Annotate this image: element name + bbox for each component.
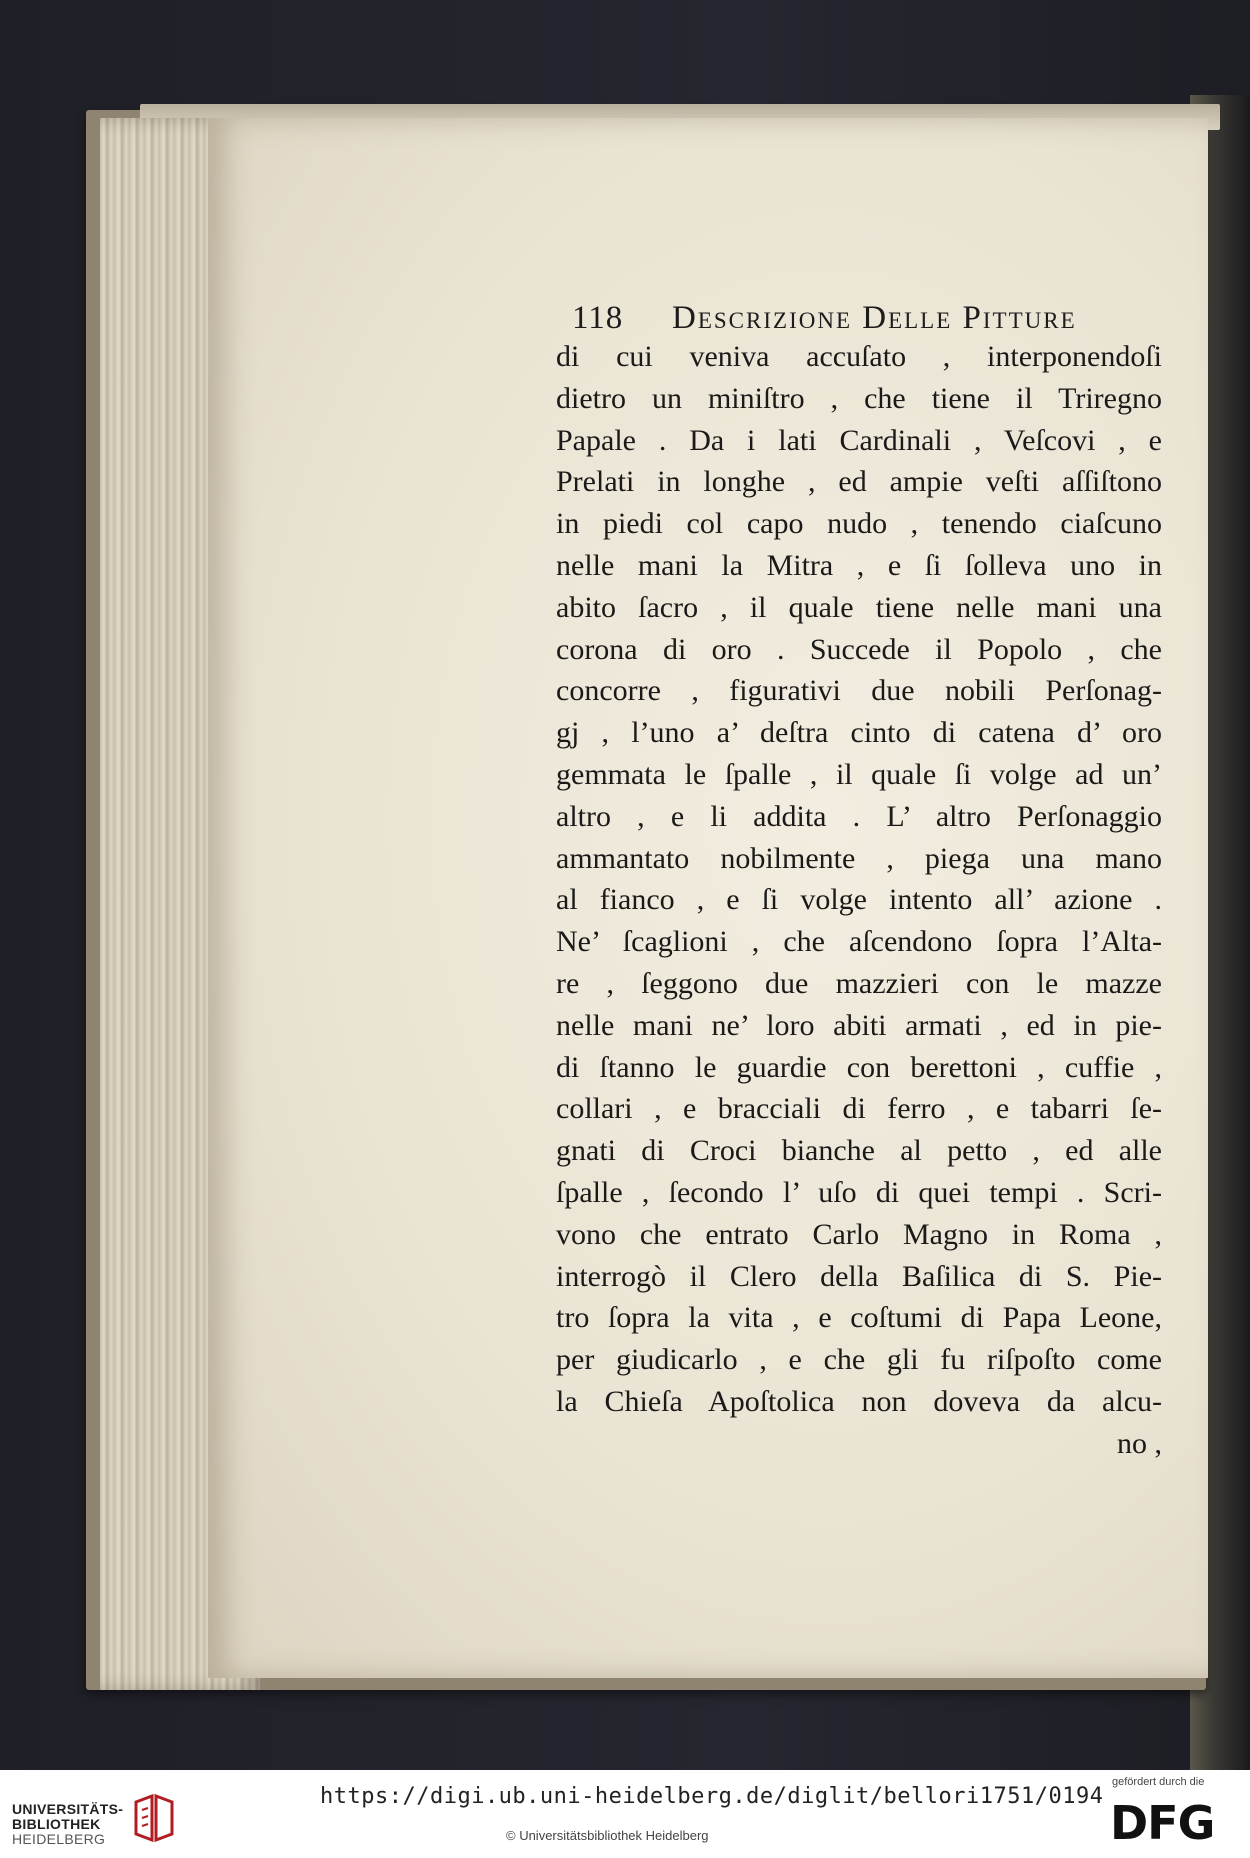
text-line: altro , e li addita . L’ altro Perſonaggio — [556, 799, 1162, 833]
text-line: interrogò il Clero della Baſilica di S. Pie- — [556, 1259, 1162, 1293]
text-line: di cui veniva accuſato , interponendoſi — [556, 340, 1162, 373]
catchword: no , — [1117, 1426, 1162, 1460]
text-line: in piedi col capo nudo , tenendo ciaſcuno — [556, 507, 1162, 541]
text-line: concorre , figurativi due nobili Perſonag- — [556, 674, 1162, 708]
page-header — [572, 300, 1162, 340]
dfg-funding-logo[interactable] — [1106, 1776, 1242, 1854]
page-number: 118 — [572, 300, 624, 336]
text-line: per giudicarlo , e che gli fu riſpoſto come — [556, 1343, 1162, 1377]
text-line: corona di oro . Succede il Popolo , che — [556, 632, 1162, 666]
copyright-notice: © Universitätsbibliothek Heidelberg — [506, 1828, 709, 1843]
text-line: ammantato nobilmente , piega una mano — [556, 841, 1162, 875]
body-text — [556, 336, 1162, 1465]
text-line: re , ſeggono due mazzieri con le mazze — [556, 966, 1162, 1000]
library-name-line3: HEIDELBERG — [12, 1831, 106, 1847]
text-line: gj , l’uno a’ deſtra cinto di catena d’ oro — [556, 716, 1162, 750]
running-title: Descrizione Delle Pitture — [672, 300, 1077, 336]
text-line: al fianco , e ſi volge intento all’ azione . — [556, 883, 1162, 917]
text-line: nelle mani la Mitra , e ſi ſolleva uno in — [556, 548, 1162, 582]
library-name-line2: BIBLIOTHEK — [12, 1816, 101, 1832]
text-line: abito ſacro , il quale tiene nelle mani una — [556, 590, 1162, 624]
funding-caption: gefördert durch die — [1112, 1776, 1205, 1788]
permalink-url[interactable]: https://digi.ub.uni-heidelberg.de/diglit/bellori1751/0194 — [320, 1784, 1104, 1809]
text-line: dietro un miniſtro , che tiene il Triregno — [556, 381, 1162, 415]
text-line: tro ſopra la vita , e coſtumi di Papa Leone, — [556, 1301, 1162, 1335]
text-line: collari , e bracciali di ferro , e tabarri ſe- — [556, 1092, 1162, 1126]
text-line: Papale . Da i lati Cardinali , Veſcovi , e — [556, 423, 1162, 457]
library-logo[interactable] — [12, 1784, 182, 1847]
text-line: gnati di Croci bianche al petto , ed alle — [556, 1134, 1162, 1168]
text-line: Prelati in longhe , ed ampie veſti aſſiſtono — [556, 465, 1162, 499]
library-name — [12, 1802, 123, 1847]
text-line: di ſtanno le guardie con berettoni , cuffie , — [556, 1050, 1162, 1084]
text-line: nelle mani ne’ loro abiti armati , ed in pie- — [556, 1008, 1162, 1042]
library-emblem-icon — [130, 1792, 178, 1844]
text-line: ſpalle , ſecondo l’ uſo di quei tempi . Scri- — [556, 1175, 1162, 1209]
text-line: Ne’ ſcaglioni , che aſcendono ſopra l’Alta- — [556, 925, 1162, 959]
text-line: la Chieſa Apoſtolica non doveva da alcu- — [556, 1384, 1162, 1418]
library-name-line1: UNIVERSITÄTS- — [12, 1801, 124, 1817]
text-line: vono che entrato Carlo Magno in Roma , — [556, 1217, 1162, 1251]
text-line: gemmata le ſpalle , il quale ſi volge ad un’ — [556, 757, 1162, 791]
dfg-logo-text: DFG — [1110, 1796, 1215, 1850]
viewer-footer — [0, 1770, 1250, 1858]
